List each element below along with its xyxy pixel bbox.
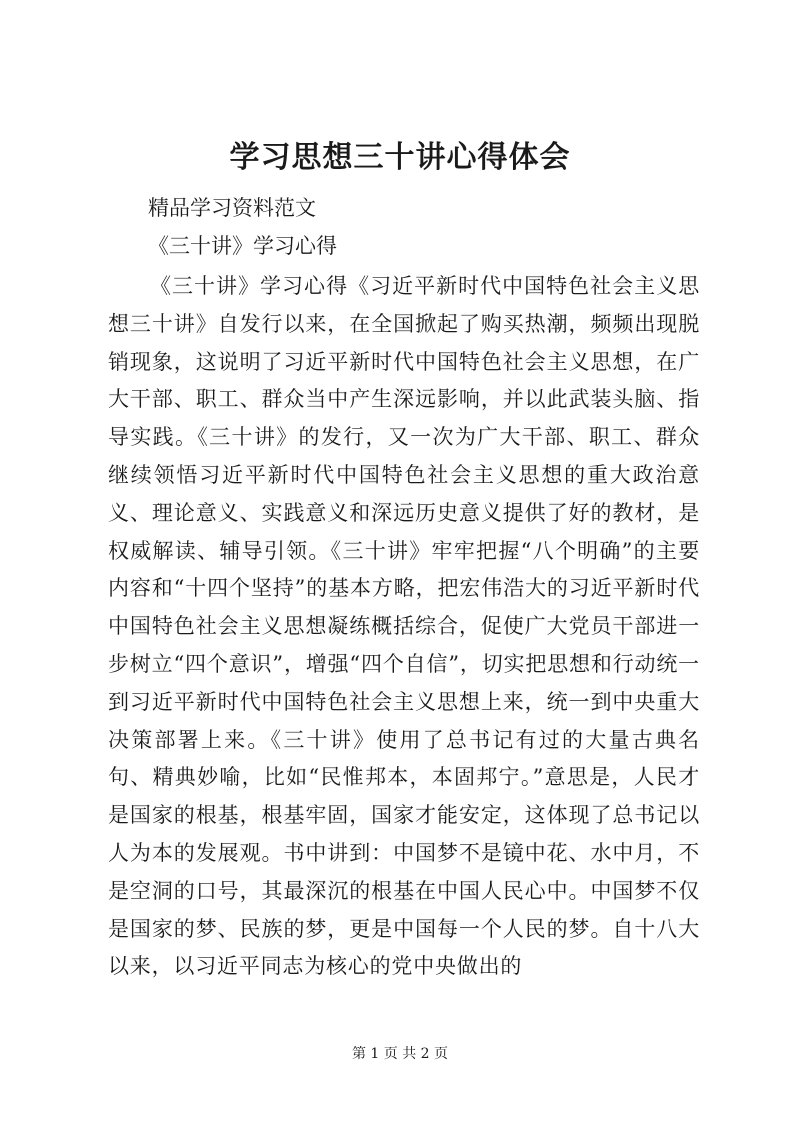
document-title: 学习思想三十讲心得体会	[229, 140, 571, 175]
page-number-footer: 第 1 页 共 2 页	[351, 1046, 449, 1062]
section-heading: 《三十讲》学习心得	[148, 234, 337, 258]
body-paragraph: 《三十讲》学习心得《习近平新时代中国特色社会主义思想三十讲》自发行以来，在全国掀起了购买热潮，频频出现脱销现象，这说明了习近平新时代中国特色社会主义思想，在广大干部、职工、群众当中产生深远影响，并以此武装头脑、指导实践。《三十讲》的发行，又一次为广大干部、职工、群众继续领悟习近平新时代中国特色社会主义思想的重大政治意义、理论意义、实践意义和深远历史意义提供了好的教材，是权威解读、辅导引领。《三十讲》牢牢把握“八个明确”的主要内容和“十四个坚持”的基本方略，把宏伟浩大的习近平新时代中国特色社会主义思想凝练概括综合，促使广大党员干部进一步树立“四个意识”，增强“四个自信”，切实把思想和行动统一到习近平新时代中国特色社会主义思想上来，统一到中央重大决策部署上来。《三十讲》使用了总书记有过的大量古典名句、精典妙喻，比如“民惟邦本，本固邦宁。”意思是，人民才是国家的根基，根基牢固，国家才能安定，这体现了总书记以人为本的发展观。书中讲到：中国梦不是镜中花、水中月，不是空洞的口号，其最深沉的根基在中国人民心中。中国梦不仅是国家的梦、民族的梦，更是中国每一个人民的梦。自十八大以来，以习近平同志为核心的党中央做出的	[108, 274, 700, 979]
document-subtitle: 精品学习资料范文	[148, 196, 316, 220]
